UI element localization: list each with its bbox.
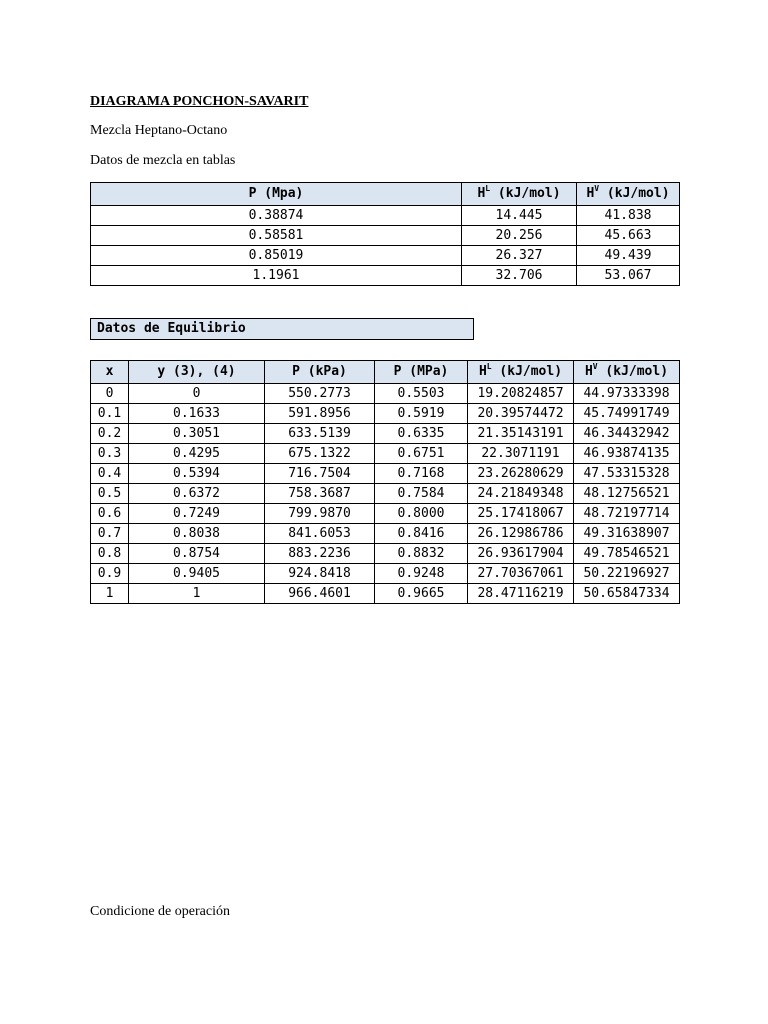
table-cell: 0.85019 xyxy=(91,246,462,266)
header-hv-sup: V xyxy=(592,362,598,371)
header-hl-unit: (kJ/mol) xyxy=(490,186,561,201)
table-cell: 0.4 xyxy=(91,464,129,484)
header-hv xyxy=(577,183,680,206)
table-cell: 0.7 xyxy=(91,524,129,544)
table-cell: 0.3051 xyxy=(129,424,265,444)
header-hl-unit: (kJ/mol) xyxy=(491,364,563,379)
table-cell: 48.72197714 xyxy=(574,504,680,524)
header-hl xyxy=(462,183,577,206)
table-cell: 591.8956 xyxy=(265,404,375,424)
table-cell: 0.9 xyxy=(91,564,129,584)
header-hv-unit: (kJ/mol) xyxy=(599,186,670,201)
table-cell: 41.838 xyxy=(577,206,680,226)
table-cell: 19.20824857 xyxy=(468,384,574,404)
table-cell: 21.35143191 xyxy=(468,424,574,444)
header-hl-sup: L xyxy=(486,362,492,371)
header-pressure: P (Mpa) xyxy=(91,183,462,206)
table-row xyxy=(91,404,680,424)
table-cell: 550.2773 xyxy=(265,384,375,404)
table-cell: 0.9665 xyxy=(375,584,468,604)
equilibrium-table-body xyxy=(91,384,680,604)
header-y: y (3), (4) xyxy=(129,361,265,384)
mixture-data-table xyxy=(90,182,680,286)
table-cell: 0.5 xyxy=(91,484,129,504)
header-hl-main: H xyxy=(478,364,487,379)
table-cell: 0.38874 xyxy=(91,206,462,226)
table-cell: 0.5503 xyxy=(375,384,468,404)
table-cell: 46.93874135 xyxy=(574,444,680,464)
table-cell: 23.26280629 xyxy=(468,464,574,484)
table-cell: 48.12756521 xyxy=(574,484,680,504)
table-row xyxy=(91,524,680,544)
table-header-row xyxy=(91,361,680,384)
header-hl-sup: L xyxy=(485,184,491,193)
table-cell: 675.1322 xyxy=(265,444,375,464)
mixture-table-body xyxy=(91,206,680,286)
table-row xyxy=(91,564,680,584)
table-row xyxy=(91,424,680,444)
table-cell: 0.2 xyxy=(91,424,129,444)
table-cell: 0.9405 xyxy=(129,564,265,584)
table-cell: 633.5139 xyxy=(265,424,375,444)
table-cell: 45.663 xyxy=(577,226,680,246)
table-cell: 22.3071191 xyxy=(468,444,574,464)
table-cell: 53.067 xyxy=(577,266,680,286)
header-hl xyxy=(468,361,574,384)
table-cell: 0.1633 xyxy=(129,404,265,424)
table-cell: 50.65847334 xyxy=(574,584,680,604)
table-cell: 0.7168 xyxy=(375,464,468,484)
table-cell: 0.6335 xyxy=(375,424,468,444)
table-row xyxy=(91,544,680,564)
header-hv-unit: (kJ/mol) xyxy=(597,364,669,379)
table-cell: 49.78546521 xyxy=(574,544,680,564)
table-cell: 799.9870 xyxy=(265,504,375,524)
table-cell: 28.47116219 xyxy=(468,584,574,604)
table-cell: 0.1 xyxy=(91,404,129,424)
table-row xyxy=(91,444,680,464)
operation-conditions-heading: Condicione de operación xyxy=(90,904,230,919)
table-row xyxy=(91,584,680,604)
table-cell: 924.8418 xyxy=(265,564,375,584)
document-title: DIAGRAMA PONCHON-SAVARIT xyxy=(90,94,309,109)
table-cell: 20.39574472 xyxy=(468,404,574,424)
document-subtitle: Mezcla Heptano-Octano xyxy=(90,123,228,138)
table-cell: 0.8 xyxy=(91,544,129,564)
table-cell: 1 xyxy=(91,584,129,604)
table-header-row xyxy=(91,183,680,206)
table-cell: 26.12986786 xyxy=(468,524,574,544)
table-cell: 46.34432942 xyxy=(574,424,680,444)
table-cell: 0.7584 xyxy=(375,484,468,504)
table-cell: 0.8000 xyxy=(375,504,468,524)
header-hl-main: H xyxy=(477,186,486,201)
table-cell: 14.445 xyxy=(462,206,577,226)
table-cell: 0.6 xyxy=(91,504,129,524)
table-cell: 1.1961 xyxy=(91,266,462,286)
table-row xyxy=(91,226,680,246)
table-cell: 1 xyxy=(129,584,265,604)
equilibrium-data-table xyxy=(90,360,680,604)
table-cell: 0.9248 xyxy=(375,564,468,584)
table-cell: 0.5919 xyxy=(375,404,468,424)
table-row xyxy=(91,206,680,226)
table-cell: 0 xyxy=(91,384,129,404)
table-cell: 26.93617904 xyxy=(468,544,574,564)
table-cell: 0.8416 xyxy=(375,524,468,544)
table-cell: 20.256 xyxy=(462,226,577,246)
header-hv xyxy=(574,361,680,384)
table-cell: 50.22196927 xyxy=(574,564,680,584)
header-hv-main: H xyxy=(584,364,593,379)
table-cell: 47.53315328 xyxy=(574,464,680,484)
table-cell: 0 xyxy=(129,384,265,404)
intro-text: Datos de mezcla en tablas xyxy=(90,153,236,168)
header-hv-main: H xyxy=(586,186,595,201)
table-cell: 0.6372 xyxy=(129,484,265,504)
header-p-mpa: P (MPa) xyxy=(375,361,468,384)
table-cell: 0.4295 xyxy=(129,444,265,464)
table-cell: 32.706 xyxy=(462,266,577,286)
table-cell: 49.439 xyxy=(577,246,680,266)
table-cell: 26.327 xyxy=(462,246,577,266)
table-cell: 0.7249 xyxy=(129,504,265,524)
table-cell: 758.3687 xyxy=(265,484,375,504)
header-hv-sup: V xyxy=(594,184,600,193)
table-row xyxy=(91,266,680,286)
header-x: x xyxy=(91,361,129,384)
table-row xyxy=(91,246,680,266)
table-row xyxy=(91,504,680,524)
table-cell: 27.70367061 xyxy=(468,564,574,584)
table-cell: 25.17418067 xyxy=(468,504,574,524)
header-p-kpa: P (kPa) xyxy=(265,361,375,384)
table-cell: 716.7504 xyxy=(265,464,375,484)
table-cell: 0.3 xyxy=(91,444,129,464)
table-cell: 0.8754 xyxy=(129,544,265,564)
table-row xyxy=(91,384,680,404)
table-cell: 0.8832 xyxy=(375,544,468,564)
table-cell: 883.2236 xyxy=(265,544,375,564)
equilibrium-section-label: Datos de Equilibrio xyxy=(90,318,474,340)
table-cell: 49.31638907 xyxy=(574,524,680,544)
table-cell: 966.4601 xyxy=(265,584,375,604)
table-cell: 24.21849348 xyxy=(468,484,574,504)
table-cell: 45.74991749 xyxy=(574,404,680,424)
table-row xyxy=(91,484,680,504)
table-cell: 0.8038 xyxy=(129,524,265,544)
table-cell: 0.5394 xyxy=(129,464,265,484)
table-cell: 0.58581 xyxy=(91,226,462,246)
table-cell: 44.97333398 xyxy=(574,384,680,404)
table-cell: 0.6751 xyxy=(375,444,468,464)
table-row xyxy=(91,464,680,484)
table-cell: 841.6053 xyxy=(265,524,375,544)
